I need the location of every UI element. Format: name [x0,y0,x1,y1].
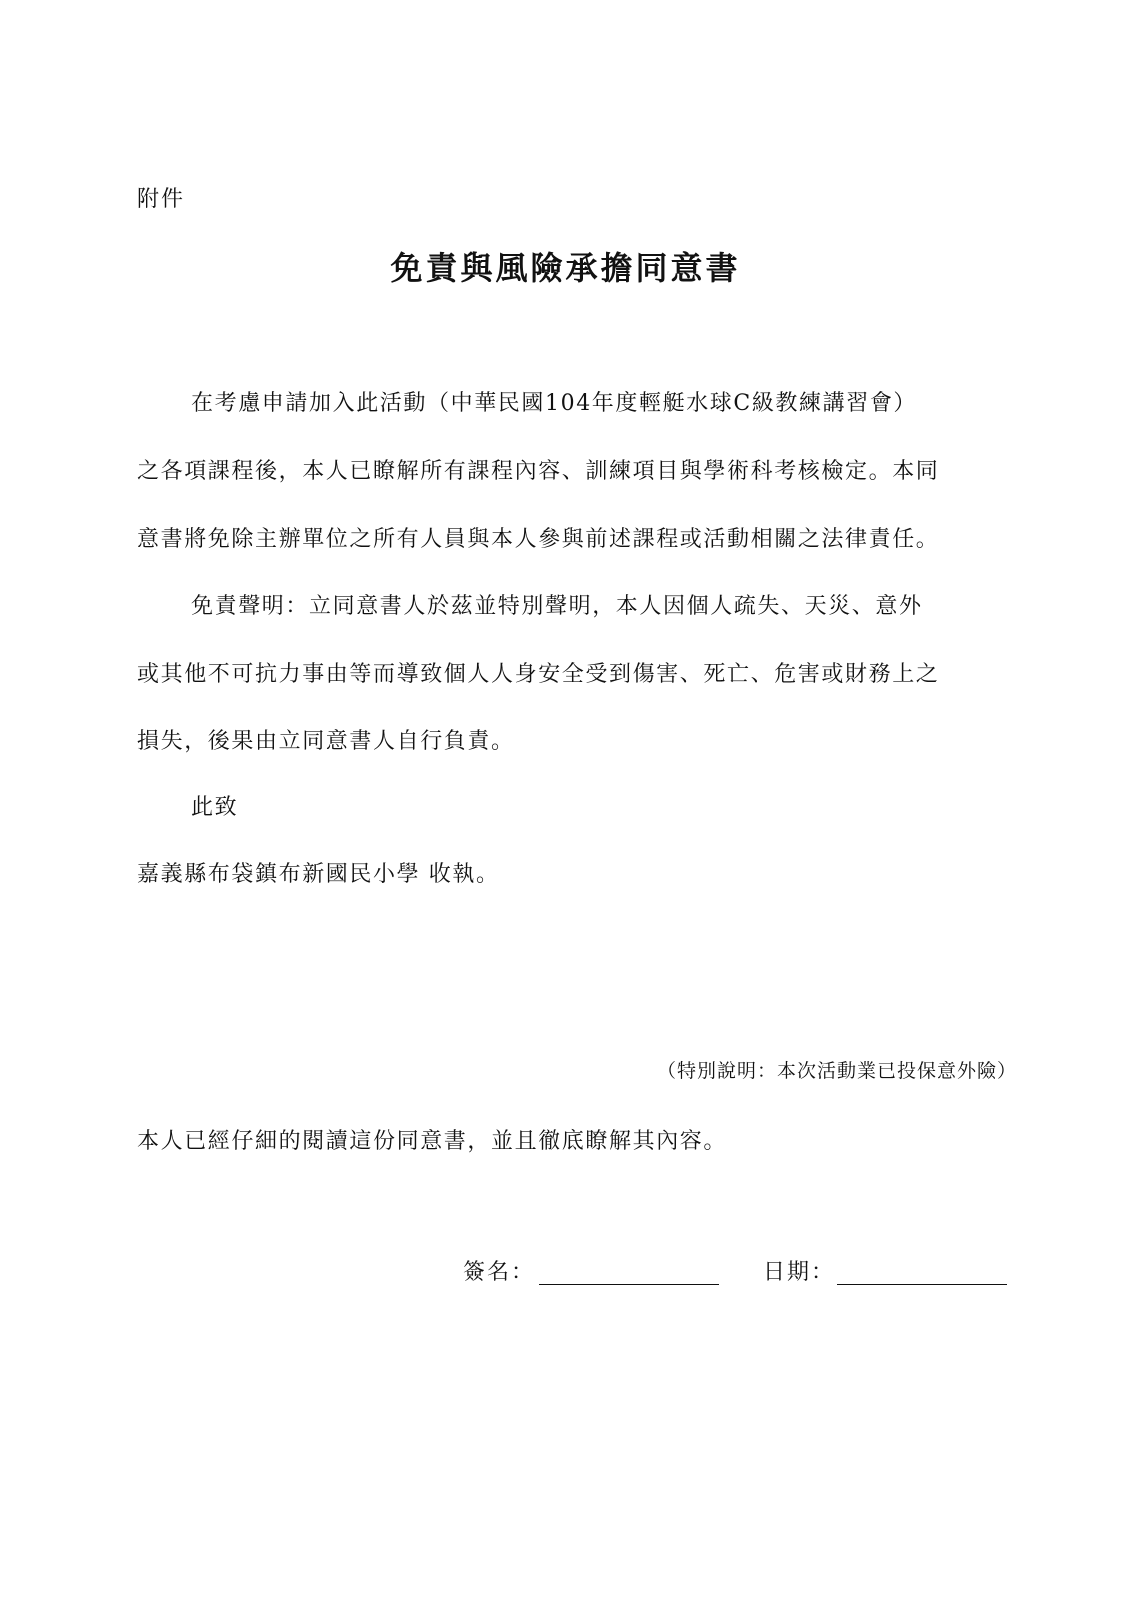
paragraph1-line-2: 之各項課程後，本人已瞭解所有課程內容、訓練項目與學術科考核檢定。本同 [137,459,940,484]
paragraph2-line-2: 或其他不可抗力事由等而導致個人人身安全受到傷害、死亡、危害或財務上之 [137,662,940,687]
signature-blank-line[interactable] [539,1284,719,1285]
date-label: 日期： [763,1260,836,1285]
paragraph2-line-1: 免責聲明：立同意書人於茲並特別聲明，本人因個人疏失、天災、意外 [191,594,923,619]
signature-row [463,1258,1023,1294]
paragraph1-line-3: 意書將免除主辦單位之所有人員與本人參與前述課程或活動相關之法律責任。 [137,527,940,552]
paragraph2-line-3: 損失，後果由立同意書人自行負責。 [137,729,515,754]
special-note: （特別說明：本次活動業已投保意外險） [656,1060,1017,1082]
salutation: 此致 [191,795,239,820]
annex-label: 附件 [137,187,186,212]
document-title: 免責與風險承擔同意書 [390,249,741,287]
date-blank-line[interactable] [837,1284,1007,1285]
acknowledgement: 本人已經仔細的閱讀這份同意書，並且徹底瞭解其內容。 [137,1129,728,1154]
signature-label: 簽名： [463,1260,536,1285]
recipient: 嘉義縣布袋鎮布新國民小學 收執。 [137,862,500,887]
paragraph1-line-1: 在考慮申請加入此活動（中華民國104年度輕艇水球C級教練講習會） [191,391,918,416]
